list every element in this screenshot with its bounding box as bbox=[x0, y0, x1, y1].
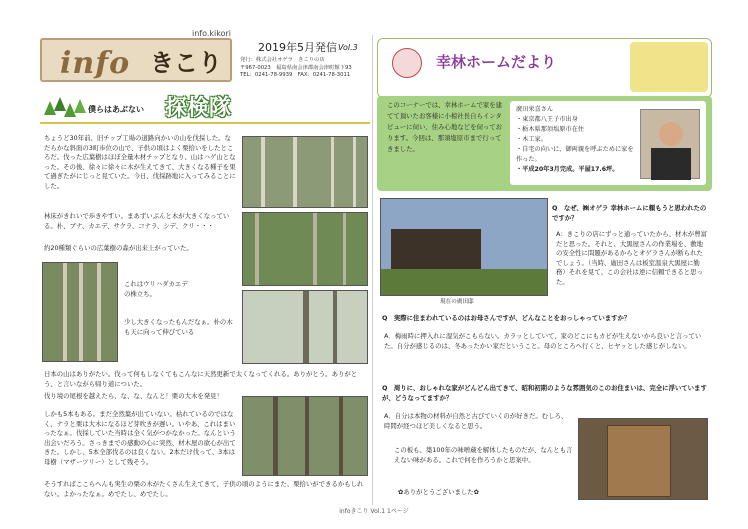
profile-item: ・平成20年3月完成。平屋17.6坪。 bbox=[516, 165, 619, 173]
article-paragraph: 伐り境の尾根を越えたら、な、な、なんと！栗の大木を発見！ bbox=[44, 392, 223, 400]
page-footer: infoきこり Vol.1 1ページ bbox=[339, 508, 409, 515]
question: Q なぜ、㈱オゲラ 幸林ホームに頼もうと思われたのですか？ bbox=[552, 204, 707, 222]
magnolia-photo bbox=[242, 290, 368, 364]
intro-text: このコーナーでは、幸林ホームで家を建てて頂いたお客様に小椋社長自らインタビューに伺い、住み心地などを伺っております。今回は、那須塩原市まで行ってきました。 bbox=[387, 101, 503, 153]
answer: A．梅雨時に押入れに湿気がこもらない。カラッとしていて、家のどこにもカビが生えないから良いと言っていた。自分が感じるのは、冬あったかい家だということ。母のところへ行くと、ヒヤッとした感じがしない。 bbox=[384, 332, 702, 350]
divider bbox=[40, 122, 370, 124]
company-logo bbox=[392, 48, 422, 78]
wood-board-photo bbox=[578, 418, 708, 500]
forest-photo bbox=[242, 136, 368, 208]
article-paragraph: しかも5本もある。まだ全然葉が出ていない。枯れているのではなく、ナラと栗は大木になるほど芽吹きが遅い。いやあ、これはまいったなぁ。伐採していた当時は全く気がつかなかった。なんという出会いだろう。さっきまでの感動の心に突然、材木屋の欲心が出てきた。しかし、5本全部伐るのは良くない。2本だけ伐って、3本は母樹（マザーツリー）として残そう。 bbox=[44, 410, 236, 467]
answer: A．自分は本物の材料が自然と古びていくのが好きだ。むしろ、時間が経つほど美しくなると思う。 bbox=[384, 412, 568, 430]
flower-illustration bbox=[630, 42, 708, 92]
publisher-info bbox=[240, 57, 370, 80]
house-photo bbox=[380, 198, 548, 296]
answer: この板も、築100年の味噌蔵を解体したものだが、なんとも言えない味がある。これで何を作ろうかと思案中。 bbox=[394, 446, 573, 464]
article-paragraph: 林床がきれいで歩きやすい。まあずいぶんと木が大きくなっている。朴、ブナ、カエデ、サクラ、コナラ、シデ、クリ・・・ bbox=[44, 212, 230, 230]
photo-caption: 少し大きくなったもんだなぁ。朴の木も天に向って伸びている bbox=[124, 318, 233, 336]
tree-icon bbox=[74, 99, 86, 113]
question: Q 実際に住まわれているのはお母さんですが、どんなことをおっしゃっていますか？ bbox=[382, 314, 631, 322]
answer: A：きこりの店にずっと通っていたから、材木が豊富だと思った。それと、大黒屋さんの作業場を、敷地の安全性に問題があるからとオゲラさんが断られたでしょう。（当時、廣田さんは板室温泉大黒屋に勤務）それを見て、この会社は逆に信頼できると思った。 bbox=[556, 230, 707, 287]
issue-date: 2019年5月発信 bbox=[258, 41, 337, 54]
article-paragraph: そうすればここらへんも実生の栗の木がたくさん生えてきて、子供の頃のようにまた、栗拾いができるかもしれない。よかったなぁ。めでたし、めでたし。 bbox=[44, 480, 364, 498]
publisher-line: 発行：株式会社オゲラ きこりの店 bbox=[240, 57, 325, 63]
photo-caption: これはウリハダカエデの株立ち。 bbox=[124, 280, 188, 298]
right-section-title: 幸林ホームだより bbox=[436, 53, 557, 71]
column-separator bbox=[372, 35, 373, 505]
maple-photo bbox=[42, 262, 118, 362]
profile-item: ・栃木県那須塩原市在住 bbox=[516, 125, 585, 133]
article-paragraph: ちょうど30年前、旧チップ工場の道路向かいの山を伐採した。なだらかな斜面の3町歩位の山で、子供の頃はよく栗拾いをしたところだ。伐った広葉樹はほぼ全量木材チップとなり、山はハゲ山となった。その後、徐々に徐々に木が生えてきて、大きくなる種子を果て過ぎたがにじっと見ていた。今日、伐採跡地に入ってみることにした。 bbox=[44, 134, 236, 191]
issue-volume: Vol.3 bbox=[338, 43, 358, 52]
logo-kikori: きこり bbox=[150, 49, 222, 77]
forest-photo bbox=[242, 212, 368, 286]
section-subtitle: 僕らはあぶない bbox=[88, 105, 144, 114]
article-paragraph: 日本の山はありがたい。伐って何もしなくてもこんなに天然更新で太くなってくれる。ありがとう。ありがとう、と言いながら帰り道についた。 bbox=[44, 370, 358, 388]
profile-item: ・東京都八王子市出身 bbox=[516, 115, 578, 123]
publisher-line: TEL：0241-78-9939 FAX：0241-78-3011 bbox=[240, 72, 351, 79]
article-paragraph: 約20種類ぐらいの広葉樹の森が出来上がっていた。 bbox=[44, 244, 193, 252]
thanks-note: ✿ありがとうございました✿ bbox=[398, 488, 480, 496]
logo-info: info bbox=[60, 46, 131, 81]
profile-item: ・木工家。 bbox=[516, 135, 547, 143]
publisher-line: 〒967-0023 福島県南会津郡南会津町館下93 bbox=[240, 64, 352, 71]
profile-item: ・自宅の向いに、御両親を呼ぶために家を作った。 bbox=[516, 145, 634, 163]
portrait-photo bbox=[640, 109, 700, 179]
profile-name: 廣田栄喜さん bbox=[516, 106, 554, 113]
header-site-label: info.kikori bbox=[192, 29, 232, 38]
profile-card bbox=[510, 101, 706, 185]
question: Q 周りに、おしゃれな家がどんどん出てきて、昭和初期のような雰囲気のこのお住まいは、完全に浮いていますが、どうなってますか？ bbox=[382, 384, 707, 402]
chestnut-photo bbox=[242, 396, 368, 476]
section-title: 探検隊 bbox=[165, 96, 232, 121]
photo-caption: 現在の廣田邸 bbox=[440, 299, 474, 305]
